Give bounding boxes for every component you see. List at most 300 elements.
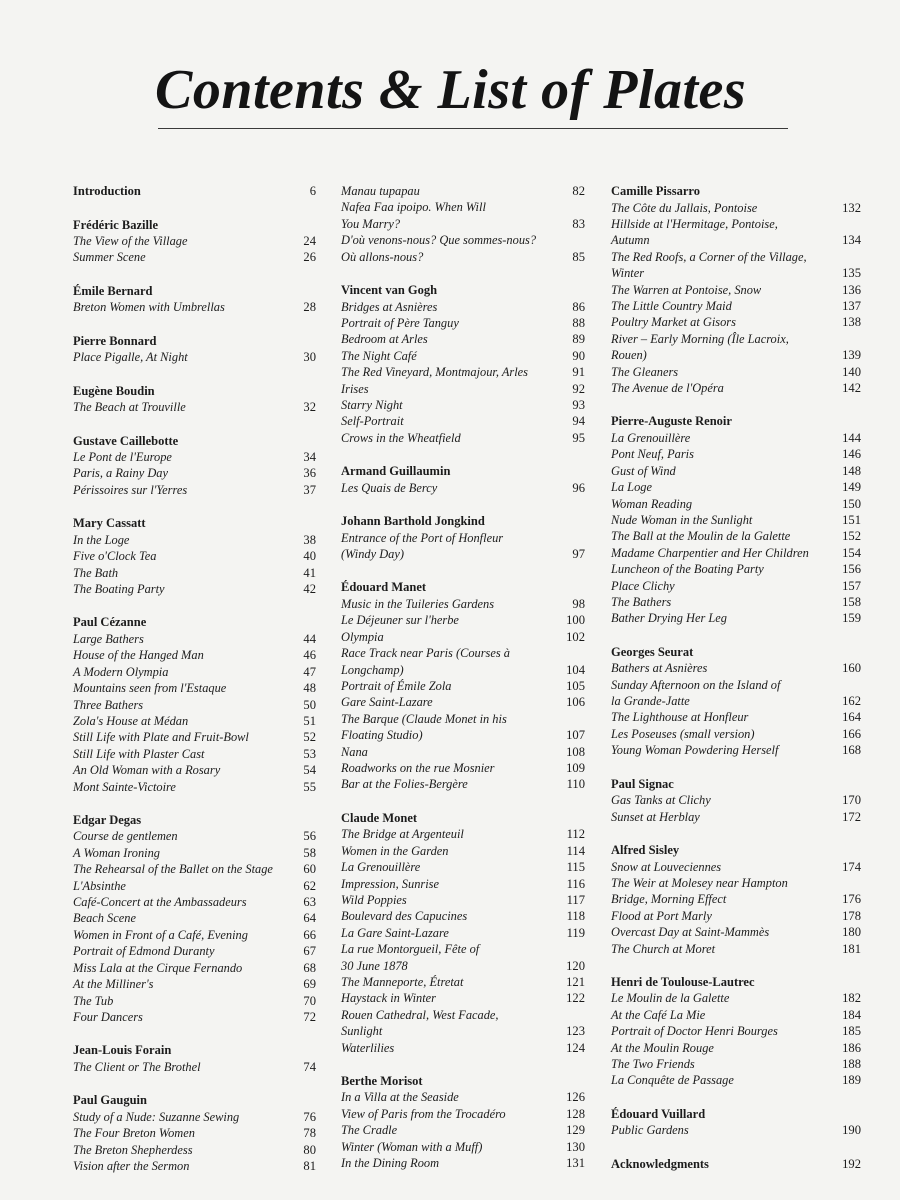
plate-entry (341, 315, 585, 331)
plate-title: At the Café La Mie (611, 1007, 706, 1022)
plate-title: Portrait of Edmond Duranty (73, 944, 215, 959)
plate-page-number: 138 (842, 315, 861, 330)
plate-entry (341, 744, 585, 760)
plate-entry (341, 826, 585, 842)
plate-title: The Gleaners (611, 364, 679, 379)
plate-title: A Modern Olympia (73, 664, 169, 679)
plate-page-number: 55 (303, 779, 316, 794)
plate-title: In the Dining Room (341, 1156, 440, 1171)
plate-entry (341, 990, 585, 1006)
toc-section (73, 433, 316, 499)
artist-name: Pierre Bonnard (73, 333, 157, 348)
plate-title: The Boating Party (73, 581, 165, 596)
toc-heading: Acknowledgments (611, 1156, 709, 1171)
artist-name: Jean-Louis Forain (73, 1043, 172, 1058)
plate-title: La Conquête de Passage (611, 1073, 734, 1088)
plate-page-number: 42 (303, 581, 316, 596)
plate-title: Place Clichy (611, 578, 675, 593)
plate-entry (611, 496, 861, 512)
plate-title: Music in the Tuileries Gardens (341, 596, 495, 611)
plate-title: In a Villa at the Seaside (341, 1090, 459, 1105)
plate-title: The Two Friends (611, 1057, 695, 1072)
plate-entry (73, 729, 316, 745)
plate-entry (73, 746, 316, 762)
plate-title: The Beach at Trouville (73, 400, 186, 415)
plate-title: Beach Scene (73, 911, 136, 926)
artist-name: Eugène Boudin (73, 383, 155, 398)
plate-title: Crows in the Wheatfield (341, 430, 461, 445)
plate-title: Flood at Port Marly (611, 908, 712, 923)
plate-entry (611, 380, 861, 396)
plate-entry (341, 413, 585, 429)
plate-entry (73, 1158, 316, 1174)
plate-title: In the Loge (73, 532, 130, 547)
plate-title: Gas Tanks at Clichy (611, 793, 711, 808)
plate-entry (611, 709, 861, 725)
title-underline (158, 128, 788, 129)
plate-entry (341, 364, 585, 380)
plate-page-number: 164 (842, 710, 861, 725)
plate-title: Les Quais de Bercy (341, 480, 438, 495)
plate-title: La Grenouillère (611, 430, 691, 445)
plate-title: Poultry Market at Gisors (611, 315, 736, 330)
plate-page-number: 107 (566, 728, 585, 743)
plate-page-number: 186 (842, 1040, 861, 1055)
plate-page-number: 121 (566, 974, 585, 989)
artist-name: Henri de Toulouse-Lautrec (611, 974, 755, 989)
toc-section (341, 513, 585, 562)
plate-page-number: 64 (303, 911, 316, 926)
plate-page-number: 157 (842, 578, 861, 593)
plate-entry (73, 465, 316, 481)
plate-entry (611, 578, 861, 594)
plate-title: Wild Poppies (341, 892, 407, 907)
plate-page-number: 140 (842, 364, 861, 379)
plate-title: Périssoires sur l'Yerres (73, 482, 188, 497)
plate-title: Still Life with Plate and Fruit-Bowl (73, 730, 249, 745)
plate-title: The Little Country Maid (611, 298, 732, 313)
plate-page-number: 185 (842, 1024, 861, 1039)
plate-title: The Rehearsal of the Ballet on the Stage (73, 862, 273, 877)
plate-page-number: 36 (303, 466, 316, 481)
plate-page-number: 159 (842, 611, 861, 626)
plate-title: The Four Breton Women (73, 1126, 195, 1141)
plate-page-number: 95 (572, 430, 585, 445)
plate-page-number: 137 (842, 298, 861, 313)
plate-entry (73, 779, 316, 795)
plate-page-number: 181 (842, 941, 861, 956)
artist-name: Claude Monet (341, 810, 418, 825)
artist-name: Johann Barthold Jongkind (341, 514, 485, 529)
plate-entry (341, 629, 585, 645)
artist-name: Berthe Morisot (341, 1073, 423, 1088)
plate-title: Le Déjeuner sur l'herbe (341, 613, 459, 628)
plate-title: Luncheon of the Boating Party (611, 562, 764, 577)
plate-page-number: 168 (842, 743, 861, 758)
plate-title: Madame Charpentier and Her Children (611, 545, 809, 560)
plate-entry (611, 545, 861, 561)
plate-title: Le Moulin de la Galette (611, 991, 730, 1006)
plate-entry (73, 299, 316, 315)
plate-page-number: 62 (303, 878, 316, 893)
toc-section (73, 217, 316, 266)
plate-entry (611, 463, 861, 479)
plate-page-number: 149 (842, 480, 861, 495)
plate-page-number: 178 (842, 908, 861, 923)
plate-title: Course de gentlemen (73, 829, 178, 844)
plate-entry (73, 1009, 316, 1025)
plate-title: Snow at Louveciennes (611, 859, 722, 874)
plate-title: Paris, a Rainy Day (73, 466, 168, 481)
plate-entry (611, 1040, 861, 1056)
plate-page-number: 188 (842, 1057, 861, 1072)
artist-name: Armand Guillaumin (341, 464, 451, 479)
plate-page-number: 58 (303, 845, 316, 860)
toc-heading-page: 192 (842, 1156, 861, 1171)
plate-page-number: 131 (566, 1156, 585, 1171)
plate-title: Rouen Cathedral, West Facade, Sunlight (341, 1007, 499, 1039)
plate-entry (611, 908, 861, 924)
plate-page-number: 146 (842, 447, 861, 462)
plate-title: Entrance of the Port of Honfleur (Windy Day) (341, 530, 504, 561)
plate-page-number: 94 (572, 414, 585, 429)
plate-page-number: 104 (566, 662, 585, 677)
plate-page-number: 38 (303, 532, 316, 547)
artist-name: Vincent van Gogh (341, 283, 438, 298)
plate-title: The Red Vineyard, Montmajour, Arles (341, 365, 528, 380)
plate-page-number: 180 (842, 925, 861, 940)
plate-page-number: 108 (566, 744, 585, 759)
plate-entry (73, 1125, 316, 1141)
plate-entry (341, 1155, 585, 1171)
plate-entry (73, 349, 316, 365)
toc-section (73, 1092, 316, 1174)
plate-title: Hillside at l'Hermitage, Pontoise, Autumn (611, 216, 778, 248)
plate-page-number: 172 (842, 809, 861, 824)
plate-title: The Lighthouse at Honfleur (611, 710, 749, 725)
plate-page-number: 34 (303, 450, 316, 465)
plate-entry (611, 364, 861, 380)
plate-page-number: 135 (842, 266, 861, 281)
plate-title: Portrait of Père Tanguy (341, 315, 459, 330)
plate-title: Manau tupapau (341, 184, 420, 198)
plate-entry (611, 809, 861, 825)
plate-entry (611, 742, 861, 758)
plate-entry (341, 232, 585, 265)
plate-page-number: 170 (842, 793, 861, 808)
plate-entry (611, 216, 861, 249)
toc-section (341, 1073, 585, 1172)
plate-entry (611, 249, 861, 282)
plate-page-number: 92 (572, 381, 585, 396)
plate-page-number: 105 (566, 678, 585, 693)
plate-title: Nana (341, 744, 368, 759)
plate-entry (341, 1139, 585, 1155)
plate-page-number: 166 (842, 726, 861, 741)
plate-title: Public Gardens (611, 1123, 689, 1138)
plate-title: La Gare Saint-Lazare (341, 925, 449, 940)
plate-page-number: 26 (303, 250, 316, 265)
plate-page-number: 119 (566, 925, 585, 940)
plate-title: The Red Roofs, a Corner of the Village, Winter (611, 249, 807, 281)
toc-section (73, 515, 316, 597)
plate-title: The Tub (73, 993, 114, 1008)
plate-entry (611, 331, 861, 364)
plate-title: The Cradle (341, 1123, 398, 1138)
plate-entry (611, 430, 861, 446)
plate-entry (73, 828, 316, 844)
plate-entry (73, 565, 316, 581)
plate-entry (341, 711, 585, 744)
plate-title: Miss Lala at the Cirque Fernando (73, 960, 243, 975)
plate-title: Le Pont de l'Europe (73, 450, 172, 465)
plate-title: The View of the Village (73, 234, 188, 248)
plate-page-number: 28 (303, 300, 316, 315)
plate-title: Bather Drying Her Leg (611, 611, 727, 626)
toc-section (73, 183, 316, 200)
plate-entry (611, 479, 861, 495)
plate-page-number: 129 (566, 1123, 585, 1138)
plate-title: The Barque (Claude Monet in his Floating Studio) (341, 711, 507, 743)
plate-entry (73, 581, 316, 597)
toc-section (341, 183, 585, 265)
plate-title: Olympia (341, 629, 384, 644)
plate-page-number: 76 (303, 1109, 316, 1124)
plate-entry (611, 528, 861, 544)
plate-title: House of the Hanged Man (73, 648, 204, 663)
plate-title: River – Early Morning (Île Lacroix, Rouen) (611, 331, 789, 363)
plate-title: The Manneporte, Étretat (341, 974, 464, 989)
plate-entry (341, 1106, 585, 1122)
plate-title: The Weir at Molesey near Hampton Bridge, Morning Effect (611, 875, 788, 907)
plate-title: The Bath (73, 565, 119, 580)
plate-entry (73, 697, 316, 713)
artist-name: Gustave Caillebotte (73, 433, 179, 448)
plate-title: Portrait of Émile Zola (341, 678, 452, 693)
plate-page-number: 48 (303, 681, 316, 696)
plate-entry (341, 974, 585, 990)
plate-page-number: 136 (842, 282, 861, 297)
plate-title: Women in Front of a Café, Evening (73, 927, 248, 942)
plate-entry (341, 1089, 585, 1105)
artist-name: Édouard Manet (341, 580, 427, 595)
artist-name: Camille Pissarro (611, 184, 700, 198)
plate-title: Sunday Afternoon on the Island of la Grande-Jatte (611, 677, 781, 709)
plate-entry (341, 612, 585, 628)
plate-title: Les Poseuses (small version) (611, 726, 755, 741)
plate-title: Place Pigalle, At Night (73, 350, 188, 365)
plate-title: La rue Montorgueil, Fête of 30 June 1878 (341, 942, 480, 973)
plate-title: The Avenue de l'Opéra (611, 380, 724, 395)
plate-entry (73, 861, 316, 877)
plate-page-number: 132 (842, 200, 861, 215)
plate-page-number: 150 (842, 496, 861, 511)
plate-entry (341, 397, 585, 413)
plate-page-number: 88 (572, 315, 585, 330)
plate-entry (73, 631, 316, 647)
plate-title: L'Absinthe (73, 878, 126, 893)
artist-name: Paul Gauguin (73, 1093, 147, 1108)
plate-title: The Ball at the Moulin de la Galette (611, 529, 791, 544)
plate-page-number: 82 (572, 184, 585, 198)
plate-entry (611, 298, 861, 314)
plate-entry (611, 726, 861, 742)
plate-title: Roadworks on the rue Mosnier (341, 760, 495, 775)
plate-page-number: 83 (572, 216, 585, 231)
plate-title: Breton Women with Umbrellas (73, 300, 225, 315)
plate-title: Winter (Woman with a Muff) (341, 1139, 483, 1154)
plate-entry (341, 645, 585, 678)
plate-entry (73, 910, 316, 926)
page-title: Contents & List of Plates (155, 59, 747, 121)
plate-page-number: 154 (842, 545, 861, 560)
plate-page-number: 152 (842, 529, 861, 544)
plate-entry (341, 430, 585, 446)
plate-title: Portrait of Doctor Henri Bourges (611, 1024, 778, 1039)
artist-name: Pierre-Auguste Renoir (611, 414, 732, 429)
plate-page-number: 148 (842, 463, 861, 478)
plate-entry (611, 875, 861, 908)
plate-page-number: 160 (842, 661, 861, 676)
toc-section (611, 644, 861, 759)
plate-entry (341, 480, 585, 496)
plate-title: Haystack in Winter (341, 991, 436, 1006)
toc-section (341, 463, 585, 496)
plate-entry (73, 1059, 316, 1075)
contents-column-2 (341, 183, 585, 1189)
plate-title: Waterlilies (341, 1040, 395, 1055)
plate-page-number: 190 (842, 1123, 861, 1138)
plate-page-number: 86 (572, 299, 585, 314)
plate-entry (73, 713, 316, 729)
plate-page-number: 156 (842, 562, 861, 577)
plate-entry (341, 892, 585, 908)
plate-entry (73, 449, 316, 465)
plate-entry (73, 233, 316, 249)
plate-page-number: 51 (303, 713, 316, 728)
plate-title: The Breton Shepherdess (73, 1142, 193, 1157)
plate-entry (611, 512, 861, 528)
toc-section (611, 842, 861, 957)
plate-page-number: 81 (303, 1158, 316, 1173)
plate-page-number: 115 (566, 860, 585, 875)
plate-entry (341, 348, 585, 364)
plate-page-number: 52 (303, 730, 316, 745)
toc-heading: Introduction (73, 184, 141, 198)
contents-column-3 (611, 183, 861, 1189)
plate-page-number: 97 (572, 547, 585, 561)
plate-page-number: 144 (842, 430, 861, 445)
plate-entry (611, 1023, 861, 1039)
plate-entry (611, 561, 861, 577)
plate-entry (611, 859, 861, 875)
plate-title: D'où venons-nous? Que sommes-nous? Où allons-nous? (341, 233, 537, 264)
plate-page-number: 69 (303, 977, 316, 992)
plate-entry (611, 1072, 861, 1088)
plate-title: Starry Night (341, 397, 403, 412)
plate-page-number: 139 (842, 348, 861, 363)
plate-entry (341, 299, 585, 315)
plate-entry (341, 859, 585, 875)
plate-entry (611, 924, 861, 940)
plate-entry (73, 762, 316, 778)
plate-title: The Church at Moret (611, 941, 716, 956)
toc-section (611, 974, 861, 1089)
plate-entry (611, 282, 861, 298)
plate-page-number: 72 (303, 1009, 316, 1024)
plate-entry (73, 976, 316, 992)
plate-page-number: 100 (566, 613, 585, 628)
plate-title: Three Bathers (73, 697, 144, 712)
plate-page-number: 56 (303, 829, 316, 844)
plate-title: Café-Concert at the Ambassadeurs (73, 895, 247, 910)
plate-title: Impression, Sunrise (341, 876, 439, 891)
plate-title: The Warren at Pontoise, Snow (611, 282, 762, 297)
plate-entry (341, 596, 585, 612)
artist-name: Georges Seurat (611, 644, 694, 659)
plate-entry (73, 532, 316, 548)
plate-entry (73, 927, 316, 943)
toc-section (611, 1106, 861, 1139)
artist-name: Alfred Sisley (611, 843, 680, 857)
plate-page-number: 176 (842, 892, 861, 907)
plate-page-number: 68 (303, 960, 316, 975)
plate-page-number: 46 (303, 648, 316, 663)
plate-page-number: 184 (842, 1007, 861, 1022)
toc-section (341, 282, 585, 446)
plate-title: Mountains seen from l'Estaque (73, 681, 227, 696)
plate-entry (341, 331, 585, 347)
toc-section (341, 810, 585, 1056)
toc-section (611, 183, 861, 396)
artist-name: Édouard Vuillard (611, 1106, 706, 1121)
plate-entry (611, 200, 861, 216)
plate-page-number: 90 (572, 348, 585, 363)
plate-entry (611, 446, 861, 462)
plate-entry (611, 677, 861, 710)
plate-title: At the Moulin Rouge (611, 1040, 714, 1055)
plate-entry (341, 678, 585, 694)
plate-page-number: 122 (566, 991, 585, 1006)
plate-page-number: 40 (303, 549, 316, 564)
plate-title: Race Track near Paris (Courses à Longchamp) (341, 646, 510, 677)
toc-section (73, 333, 316, 366)
plate-page-number: 66 (303, 927, 316, 942)
plate-page-number: 120 (566, 958, 585, 973)
plate-title: Overcast Day at Saint-Mammès (611, 925, 770, 940)
plate-page-number: 151 (842, 512, 861, 527)
plate-entry (341, 183, 585, 199)
plate-title: The Client or The Brothel (73, 1059, 201, 1074)
toc-heading-row (73, 183, 316, 200)
plate-entry (73, 647, 316, 663)
plate-title: Sunset at Herblay (611, 809, 700, 824)
plate-page-number: 53 (303, 746, 316, 761)
plate-title: Pont Neuf, Paris (611, 447, 694, 462)
plate-page-number: 80 (303, 1142, 316, 1157)
plate-entry (341, 760, 585, 776)
artist-name: Mary Cassatt (73, 516, 146, 531)
plate-entry (341, 694, 585, 710)
plate-entry (341, 941, 585, 974)
artist-name: Paul Cézanne (73, 615, 147, 630)
toc-section (341, 579, 585, 792)
plate-title: Nafea Faa ipoipo. When Will You Marry? (341, 200, 486, 231)
plate-title: A Woman Ironing (73, 845, 160, 860)
plate-title: View of Paris from the Trocadéro (341, 1106, 506, 1121)
plate-page-number: 182 (842, 991, 861, 1006)
plate-page-number: 189 (842, 1073, 861, 1088)
